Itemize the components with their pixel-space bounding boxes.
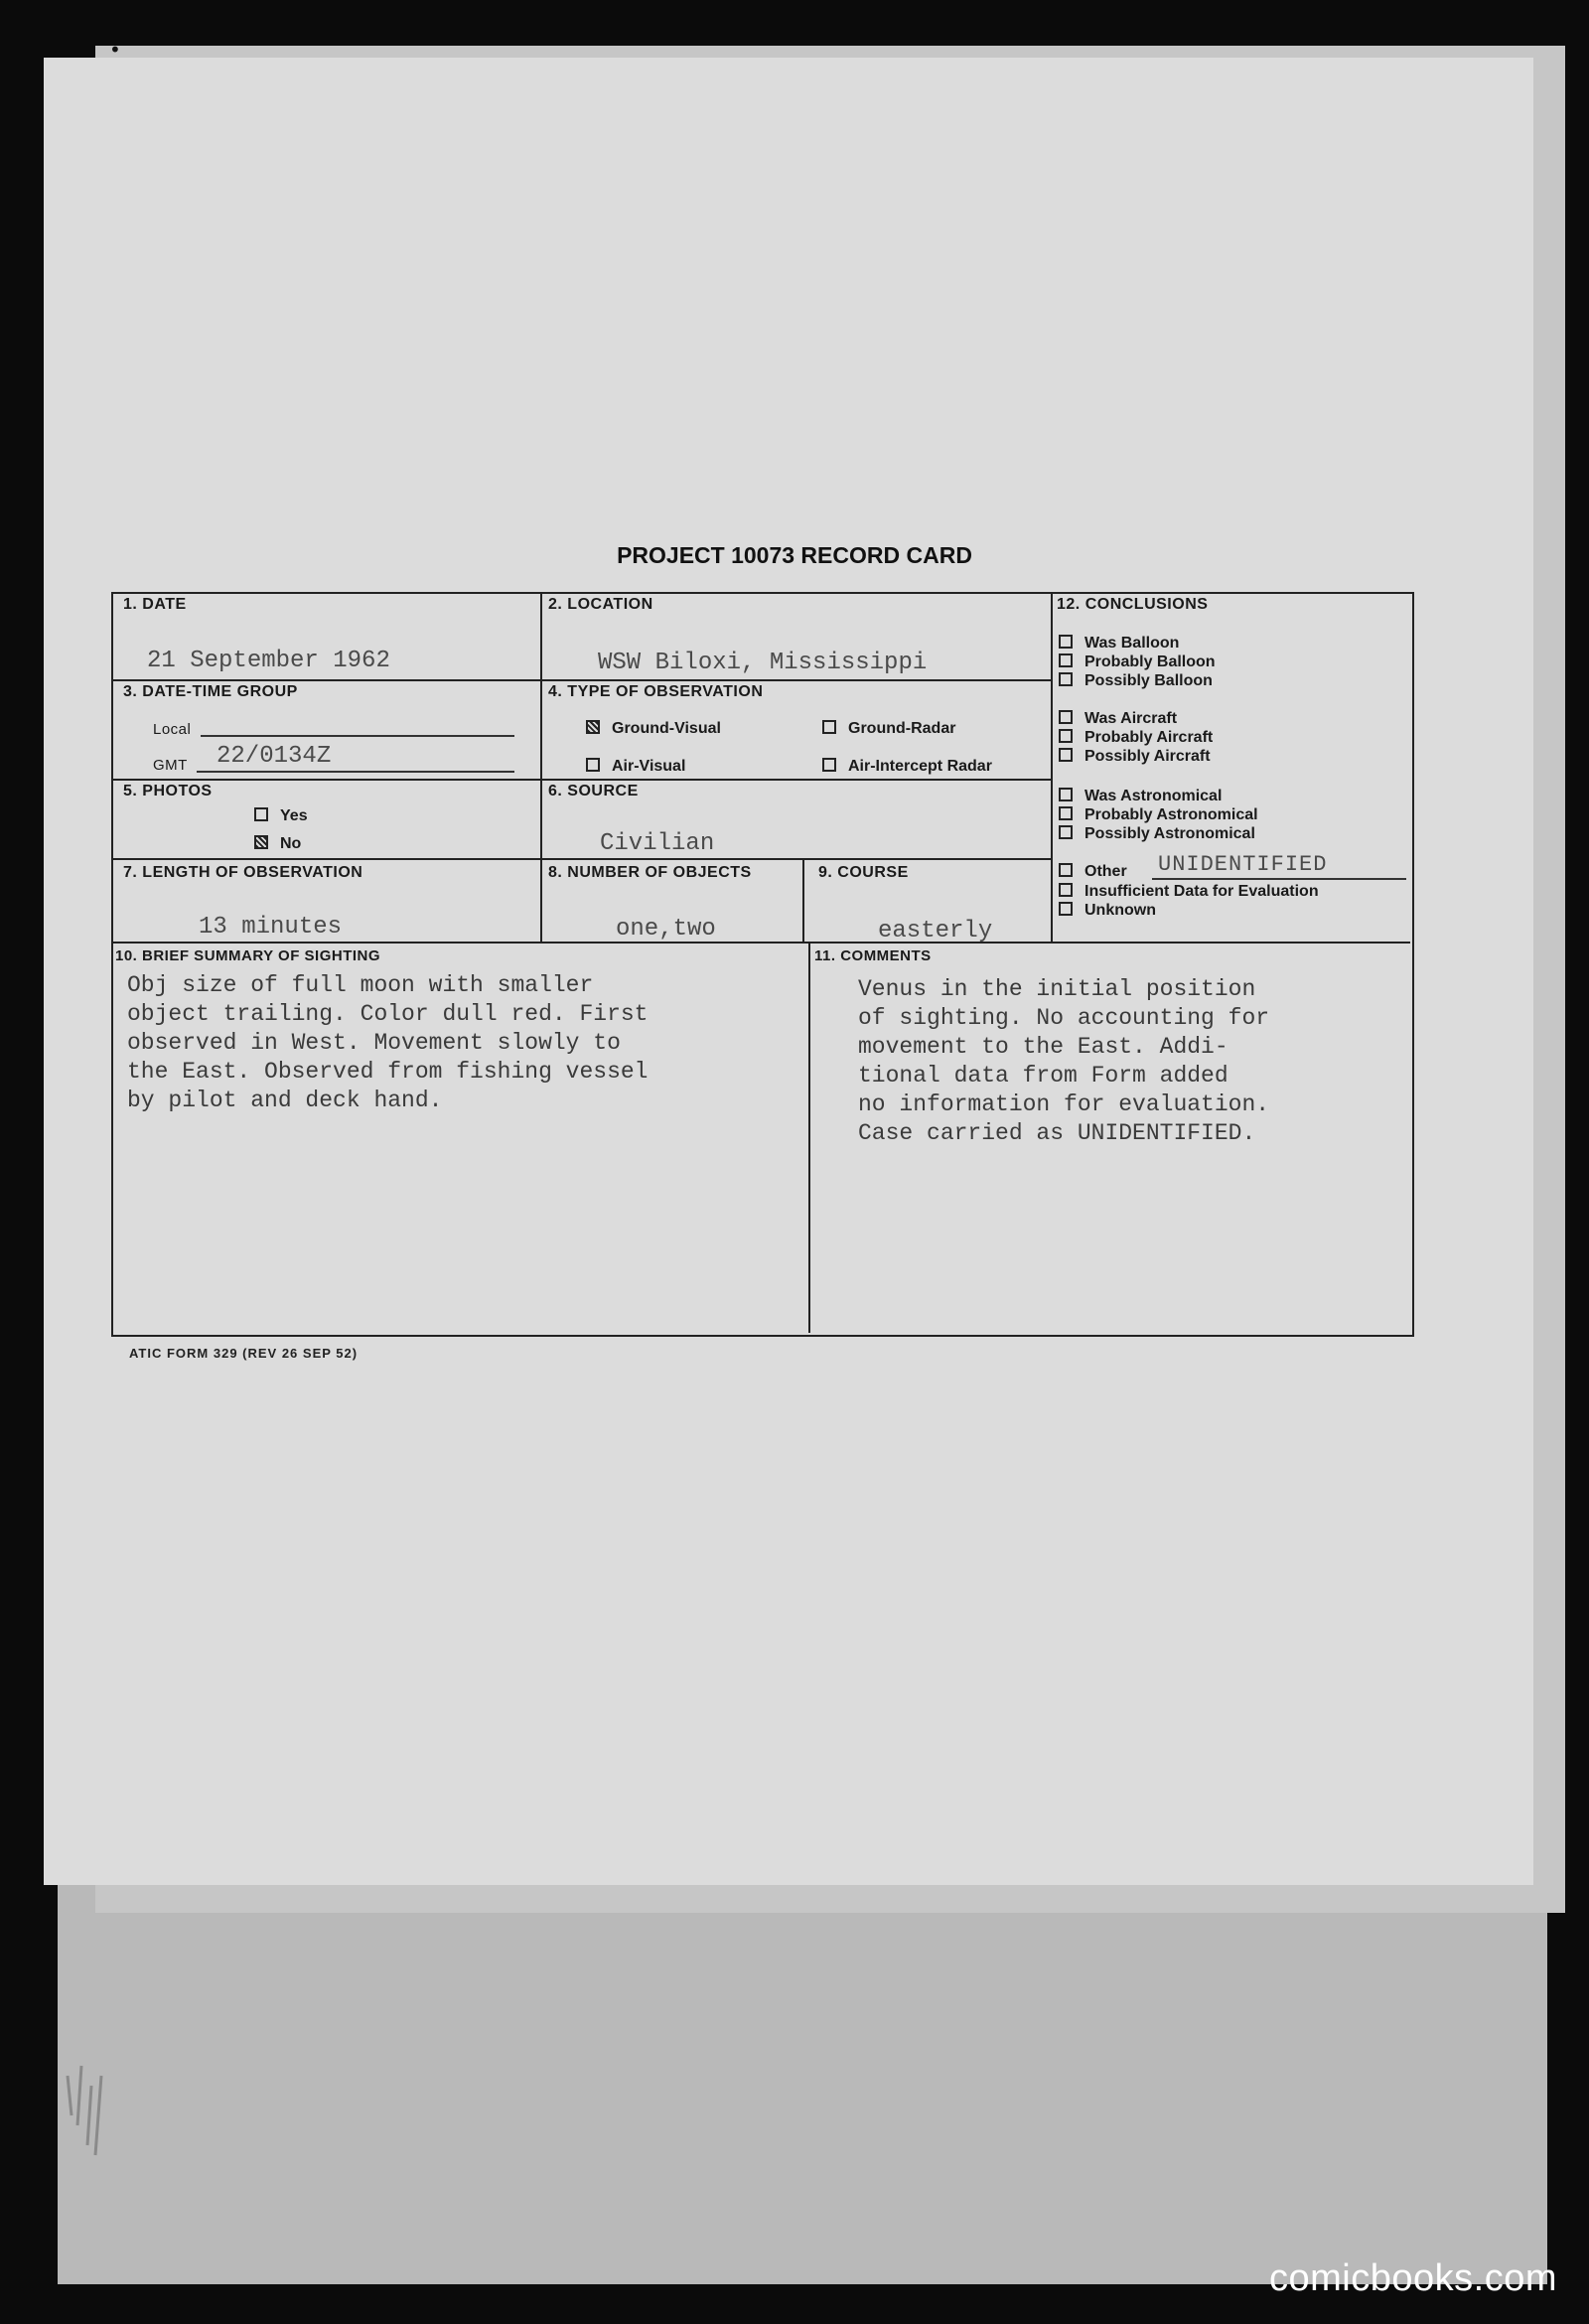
conclusion-insufficient-data[interactable]: Insufficient Data for Evaluation — [1059, 882, 1319, 901]
checkbox-icon — [822, 758, 836, 772]
conclusion-possibly-balloon[interactable]: Possibly Balloon — [1059, 671, 1213, 690]
rule — [540, 592, 542, 942]
location-value: WSW Biloxi, Mississippi — [598, 650, 928, 676]
photos-yes[interactable]: Yes — [254, 806, 308, 825]
type-obs-label: 4. TYPE OF OBSERVATION — [548, 683, 764, 700]
conclusion-other-value: UNIDENTIFIED — [1158, 852, 1328, 877]
conclusion-possibly-aircraft[interactable]: Possibly Aircraft — [1059, 747, 1211, 766]
conclusions-label: 12. CONCLUSIONS — [1057, 596, 1209, 613]
dtg-label: 3. DATE-TIME GROUP — [123, 683, 298, 700]
checkbox-icon — [1059, 863, 1073, 877]
checkbox-icon — [1059, 883, 1073, 897]
checkbox-icon — [1059, 825, 1073, 839]
rule — [111, 779, 1051, 781]
gmt-underline — [197, 771, 514, 773]
type-obs-air-intercept-radar[interactable]: Air-Intercept Radar — [822, 757, 992, 776]
conclusion-unknown[interactable]: Unknown — [1059, 901, 1156, 920]
course-label: 9. COURSE — [818, 864, 909, 881]
photos-label: 5. PHOTOS — [123, 783, 213, 799]
type-obs-ground-visual[interactable]: Ground-Visual — [586, 719, 721, 738]
checkbox-icon — [1059, 672, 1073, 686]
gmt-label: GMT — [153, 757, 188, 774]
gmt-value: 22/0134Z — [217, 743, 332, 770]
photos-no[interactable]: No — [254, 834, 301, 853]
conclusion-possibly-astronomical[interactable]: Possibly Astronomical — [1059, 824, 1255, 843]
date-value: 21 September 1962 — [147, 648, 390, 674]
local-label: Local — [153, 721, 192, 738]
handwritten-scribble — [58, 2056, 117, 2175]
checkbox-icon — [1059, 729, 1073, 743]
rule — [1051, 592, 1053, 942]
comments-text: Venus in the initial position of sighting. No accounting for movement to the East. Addi- tional data from Form added no information for evaluation. Case carried as UNIDENTIFIED. — [858, 976, 1270, 1146]
num-objects-label: 8. NUMBER OF OBJECTS — [548, 864, 752, 881]
summary-label: 10. BRIEF SUMMARY OF SIGHTING — [115, 947, 381, 964]
checkbox-icon — [822, 720, 836, 734]
length-label: 7. LENGTH OF OBSERVATION — [123, 864, 363, 881]
source-value: Civilian — [600, 830, 715, 857]
course-value: easterly — [878, 918, 993, 944]
background-lower-sheet — [58, 1857, 1547, 2284]
conclusion-was-aircraft[interactable]: Was Aircraft — [1059, 709, 1177, 728]
checkbox-checked-icon — [254, 835, 268, 849]
checkbox-icon — [1059, 635, 1073, 649]
checkbox-checked-icon — [586, 720, 600, 734]
location-label: 2. LOCATION — [548, 596, 653, 613]
rule — [111, 858, 1051, 860]
card-title: PROJECT 10073 RECORD CARD — [617, 542, 972, 568]
checkbox-icon — [1059, 748, 1073, 762]
conclusion-probably-balloon[interactable]: Probably Balloon — [1059, 653, 1216, 671]
date-label: 1. DATE — [123, 596, 187, 613]
checkbox-icon — [1059, 902, 1073, 916]
checkbox-icon — [1059, 710, 1073, 724]
rule — [808, 942, 810, 1333]
checkbox-icon — [1059, 654, 1073, 667]
conclusion-was-balloon[interactable]: Was Balloon — [1059, 634, 1179, 653]
conclusion-probably-astronomical[interactable]: Probably Astronomical — [1059, 805, 1258, 824]
rule — [111, 679, 1051, 681]
length-value: 13 minutes — [199, 914, 343, 941]
checkbox-icon — [1059, 788, 1073, 801]
checkbox-icon — [254, 807, 268, 821]
rule — [802, 858, 804, 942]
summary-text: Obj size of full moon with smaller object trailing. Color dull red. First observed in West. Movement slowly to the East. Observed from fishing vessel by pilot and deck hand. — [127, 972, 649, 1113]
rule — [111, 942, 1410, 944]
conclusion-was-astronomical[interactable]: Was Astronomical — [1059, 787, 1222, 805]
mark-dot: • — [109, 38, 121, 62]
form-frame — [111, 592, 1414, 1337]
conclusion-probably-aircraft[interactable]: Probably Aircraft — [1059, 728, 1213, 747]
source-label: 6. SOURCE — [548, 783, 639, 799]
checkbox-icon — [586, 758, 600, 772]
comments-label: 11. COMMENTS — [814, 947, 932, 964]
other-underline — [1152, 878, 1406, 880]
watermark: comicbooks.com — [1269, 2257, 1557, 2299]
type-obs-ground-radar[interactable]: Ground-Radar — [822, 719, 955, 738]
conclusion-other[interactable]: Other — [1059, 862, 1127, 881]
type-obs-air-visual[interactable]: Air-Visual — [586, 757, 685, 776]
num-objects-value: one,two — [616, 916, 716, 943]
local-underline — [201, 735, 514, 737]
checkbox-icon — [1059, 806, 1073, 820]
form-number: ATIC FORM 329 (REV 26 SEP 52) — [129, 1346, 359, 1361]
